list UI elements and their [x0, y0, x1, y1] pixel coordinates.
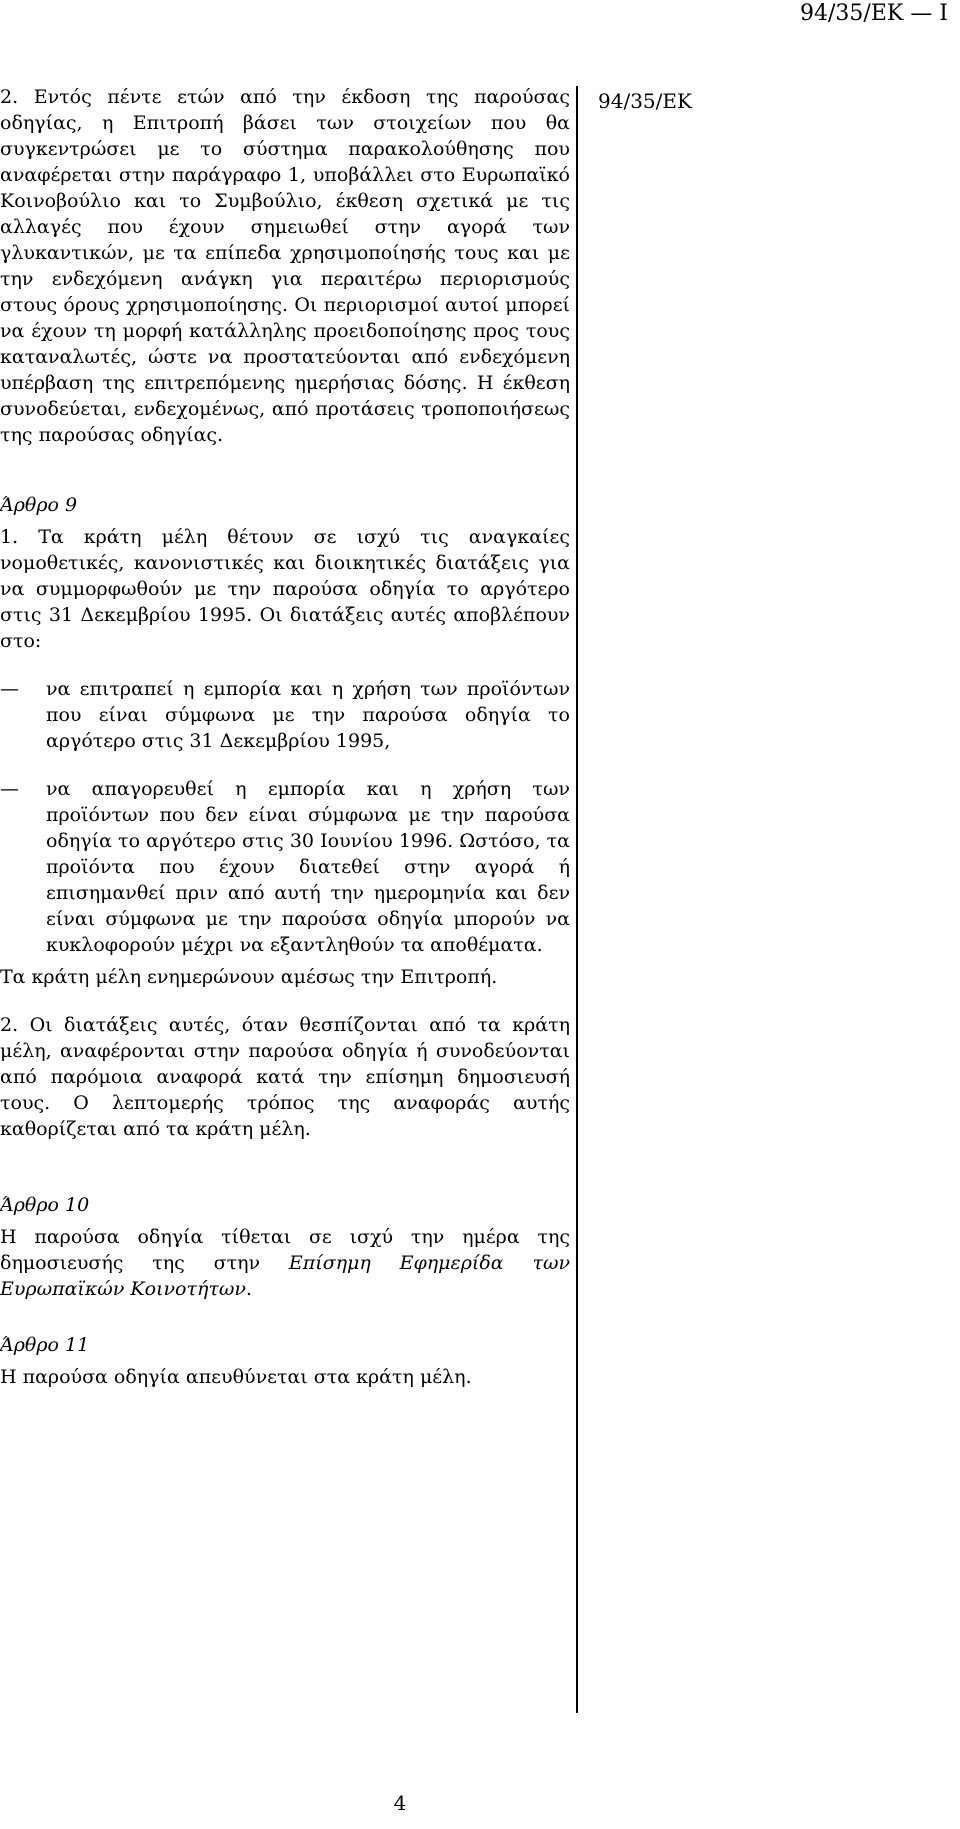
list-item: [0, 676, 570, 754]
article11-text: Η παρούσα οδηγία απευθύνεται στα κράτη μέλη.: [0, 1366, 472, 1388]
journal-name: Επίσημη Εφημερίδα των Ευρωπαϊκών Κοινοτήτων: [0, 1252, 570, 1300]
dash-marker: —: [0, 678, 19, 700]
side-reference: 94/35/ΕΚ: [598, 89, 692, 113]
dash-marker: —: [0, 778, 19, 800]
list-item-text: να επιτραπεί η εμπορία και η χρήση των προϊόντων που είναι σύμφωνα με την παρούσα οδηγία το αργότερο στις 31 Δεκεμβρίου 1995,: [46, 678, 570, 752]
article9-paragraph-1: 1. Τα κράτη μέλη θέτουν σε ισχύ τις αναγκαίες νομοθετικές, κανονιστικές και διοικητικές διατάξεις για να συμμορφωθούν με την παρούσα οδηγία το αργότερο στις 31 Δεκεμβρίου 1995. Οι διατάξεις αυτές αποβλέπουν στο:: [0, 526, 570, 652]
article9-title: Άρθρο 9: [0, 494, 78, 516]
article10-text-start: Η παρούσα οδηγία τίθεται σε ισχύ την ημέρα της δημοσιευσής της στην: [0, 1226, 570, 1274]
article10-title: Άρθρο 10: [0, 1194, 90, 1216]
article11-title: Άρθρο 11: [0, 1334, 90, 1356]
article10-text: [0, 1224, 570, 1302]
main-column: [0, 84, 570, 1390]
list-item: [0, 776, 570, 958]
page-number: 4: [393, 1791, 407, 1815]
list-item-text: να απαγορευθεί η εμπορία και η χρήση των προϊόντων που δεν είναι σύμφωνα με την παρούσα οδηγία το αργότερο στις 30 Ιουνίου 1996. Ωστόσο, τα προϊόντα που έχουν διατεθεί στην αγορά ή επισημανθεί πριν από αυτή την ημερομηνία και δεν είναι σύμφωνα με την παρούσα οδηγία μπορούν να κυκλοφορούν μέχρι να εξαντληθούν τα αποθέματα.: [46, 778, 570, 956]
running-header: 94/35/ΕΚ — I: [800, 1, 948, 26]
article9-paragraph-2: 2. Οι διατάξεις αυτές, όταν θεσπίζονται από τα κράτη μέλη, αναφέρονται στην παρούσα οδηγία ή συνοδεύονται από παρόμοια αναφορά κατά την επίσημη δημοσιευσή τους. Ο λεπτομερής τρόπος της αναφοράς αυτής καθορίζεται από τα κράτη μέλη.: [0, 1014, 570, 1140]
article8-paragraph-2: 2. Εντός πέντε ετών από την έκδοση της παρούσας οδηγίας, η Επιτροπή βάσει των στοιχείων που θα συγκεντρώσει με το σύστημα παρακολούθησης που αναφέρεται στην παράγραφο 1, υποβάλλει στο Ευρωπαϊκό Κοινοβούλιο και το Συμβούλιο, έκθεση σχετικά με τις αλλαγές που έχουν σημειωθεί στην αγορά των γλυκαντικών, με τα επίπεδα χρησιμοποίησής τους και με την ενδεχόμενη ανάγκη για περαιτέρω περιορισμούς στους όρους χρησιμοποίησης. Οι περιορισμοί αυτοί μπορεί να έχουν τη μορφή κατάλληλης προειδοποίησης προς τους καταναλωτές, ώστε να προστατεύονται από ενδεχόμενη υπέρβαση της επιτρεπόμενης ημερήσιας δόσης. Η έκθεση συνοδεύεται, ενδεχομένως, από προτάσεις τροποποιήσεως της παρούσας οδηγίας.: [0, 86, 570, 446]
article9-paragraph-1-closing: Τα κράτη μέλη ενημερώνουν αμέσως την Επιτροπή.: [0, 966, 498, 988]
article10-text-end: .: [245, 1278, 252, 1300]
column-divider: [576, 86, 578, 1713]
